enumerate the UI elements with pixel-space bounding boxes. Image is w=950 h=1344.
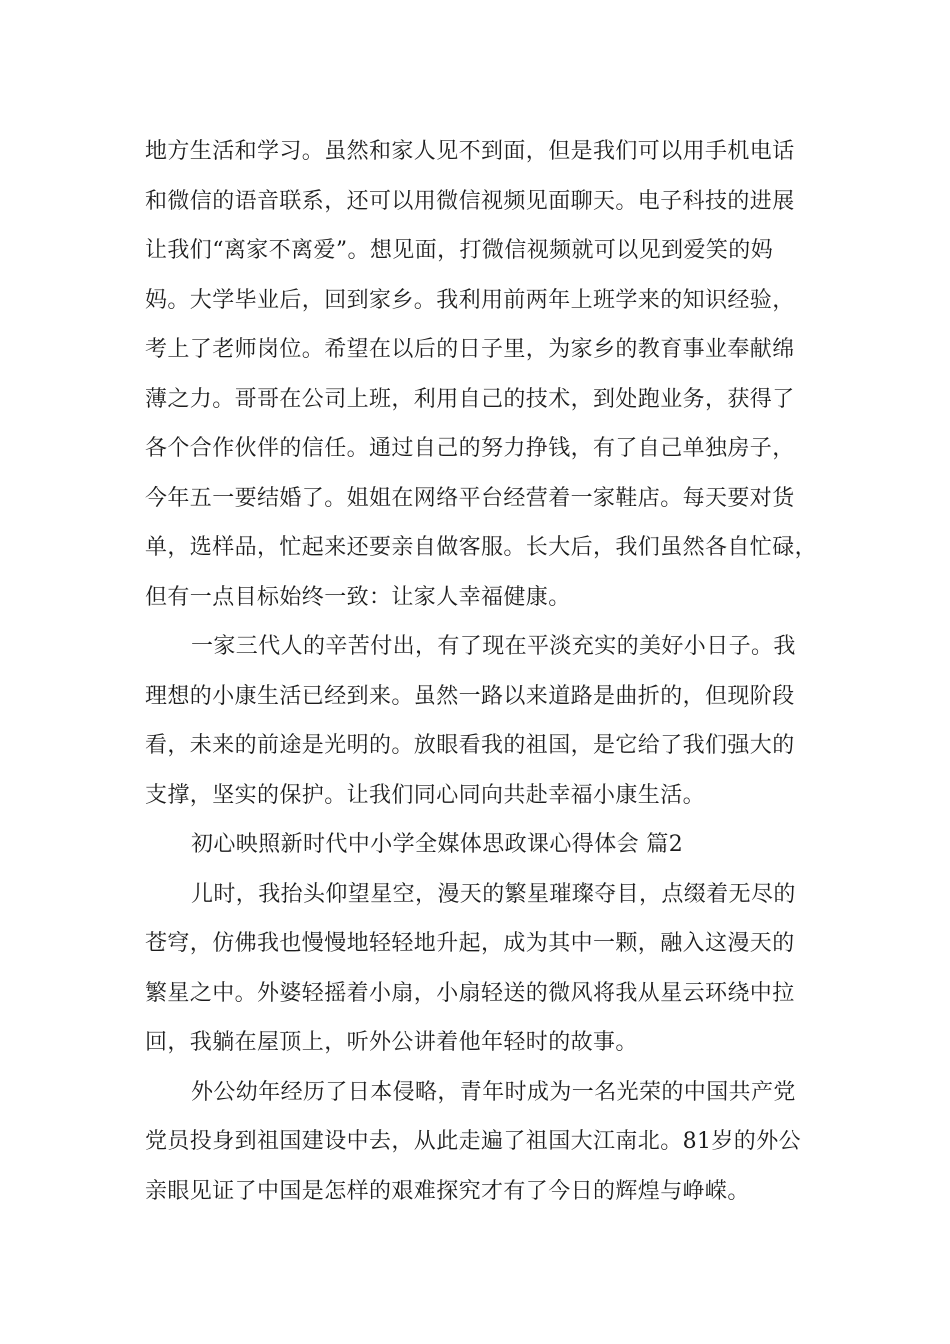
section-heading-text: 初心映照新时代中小学全媒体思政课心得体会 篇2 xyxy=(191,832,684,857)
text-line: 各个合作伙伴的信任。通过自己的努力挣钱，有了自己单独房子， xyxy=(145,436,795,461)
text-line: 理想的小康生活已经到来。虽然一路以来道路是曲折的，但现阶段 xyxy=(145,683,795,709)
text-line: 亲眼见证了中国是怎样的艰难探究才有了今日的辉煌与峥嵘。 xyxy=(145,1178,750,1204)
text-line: 和微信的语音联系，还可以用微信视频见面聊天。电子科技的进展 xyxy=(145,188,795,214)
text-line: 看，未来的前途是光明的。放眼看我的祖国，是它给了我们强大的 xyxy=(145,733,795,758)
text-line: 但有一点目标始终一致：让家人幸福健康。 xyxy=(145,584,571,610)
text-line: 考上了老师岗位。希望在以后的日子里，为家乡的教育事业奉献绵 xyxy=(145,337,795,362)
text-line: 今年五一要结婚了。姐姐在网络平台经营着一家鞋店。每天要对货 xyxy=(145,485,795,511)
text-line: 党员投身到祖国建设中去，从此走遍了祖国大江南北。81岁的外公 xyxy=(145,1129,801,1154)
text-line: 支撑，坚实的保护。让我们同心同向共赴幸福小康生活。 xyxy=(145,782,706,808)
text-line: 回，我躺在屋顶上，听外公讲着他年轻时的故事。 xyxy=(145,1030,638,1055)
text-line: 单，选样品，忙起来还要亲自做客服。长大后，我们虽然各自忙碌， xyxy=(145,535,818,560)
document-body xyxy=(145,127,818,1216)
paragraph-1 xyxy=(145,127,818,622)
text-line: 一家三代人的辛苦付出，有了现在平淡充实的美好小日子。我 xyxy=(191,634,796,659)
text-line: 地方生活和学习。虽然和家人见不到面，但是我们可以用手机电话 xyxy=(145,139,795,164)
text-line: 外公幼年经历了日本侵略，青年时成为一名光荣的中国共产党 xyxy=(191,1079,796,1105)
paragraph-2 xyxy=(145,622,815,820)
text-line: 妈。大学毕业后，回到家乡。我利用前两年上班学来的知识经验， xyxy=(145,287,795,313)
text-line: 薄之力。哥哥在公司上班，利用自己的技术，到处跑业务，获得了 xyxy=(145,386,795,412)
paragraph-3 xyxy=(145,870,815,1068)
text-line: 苍穹，仿佛我也慢慢地轻轻地升起，成为其中一颗，融入这漫天的 xyxy=(145,931,795,956)
text-line: 让我们“离家不离爱”。想见面，打微信视频就可以见到爱笑的妈 xyxy=(145,238,774,263)
section-heading xyxy=(145,820,815,870)
text-line: 儿时，我抬头仰望星空，漫天的繁星璀璨夺目，点缀着无尽的 xyxy=(191,881,796,907)
paragraph-4 xyxy=(145,1068,815,1217)
text-line: 繁星之中。外婆轻摇着小扇，小扇轻送的微风将我从星云环绕中拉 xyxy=(145,980,795,1006)
